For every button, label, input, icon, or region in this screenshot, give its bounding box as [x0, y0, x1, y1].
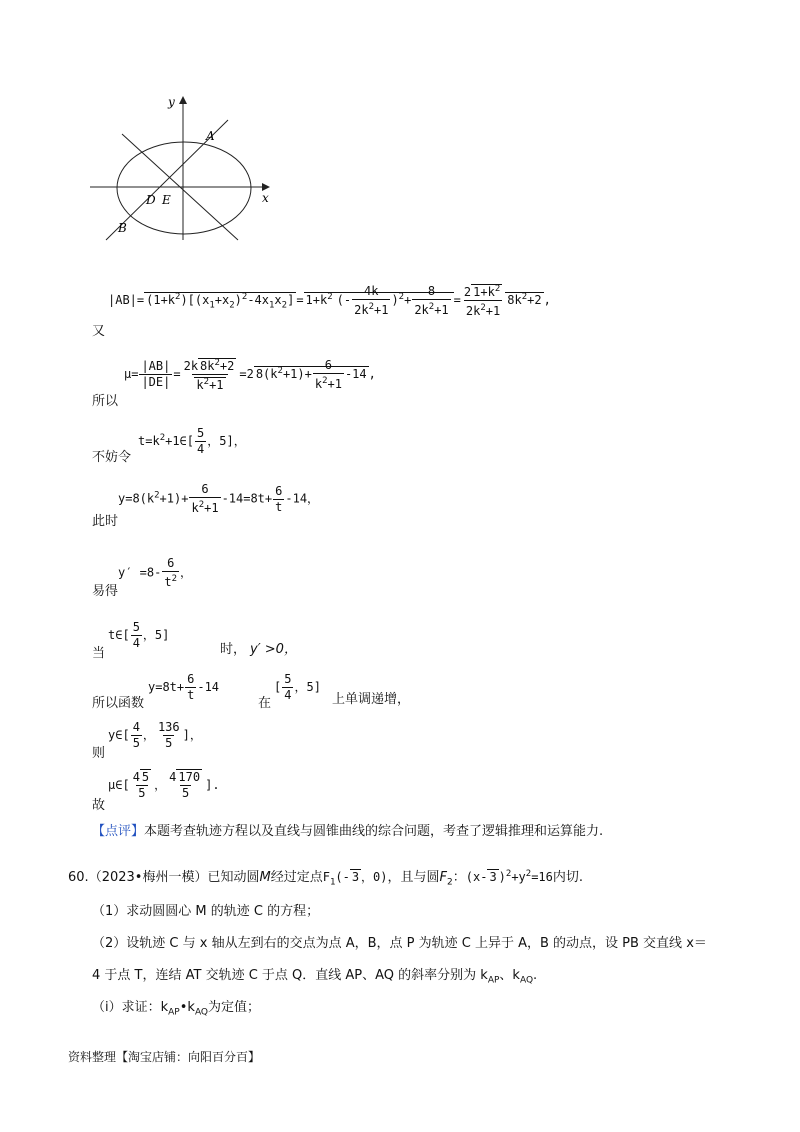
formula-function: y=8t+ $\frac{6}{t}$ -14	[148, 672, 220, 702]
step-gu-label: 故	[92, 798, 106, 813]
step-bufang-label: 不妨令	[92, 450, 132, 465]
formula-ab-length: $|AB|= (1+k^2)[(x_1+x_2)^2-4x_1x_2] = 1+k^2$ (- $\frac{4k}{2k^2+1}$ )$^2$+ $\frac{8}{2k^2+1}$ = $\frac{2 1+k^2}{2k^2+1}$ $8k^2+2$ ,	[108, 283, 551, 318]
problem-60-intro: 60.（2023•梅州一模）已知动圆M经过定点$F_1(-$ 3 ，0)，且与圆$F_2$：(x- 3 )$^2+y^2=16$内切.	[68, 869, 584, 888]
formula-y-range: y∈[ $\frac{4}{5}$ ， $\frac{136}{5}$ ]，	[108, 720, 202, 750]
step-ze-label: 则	[92, 746, 106, 761]
formula-point-f1: $F_1(-$ 3 ，0)	[322, 870, 388, 888]
problem-part-2b-sep: 、k	[499, 968, 520, 983]
footer-text: 资料整理【淘宝店铺：向阳百分百】	[68, 1050, 261, 1064]
problem-intro-b: 经过定点	[270, 870, 323, 885]
fig-label-b: B	[118, 221, 127, 235]
step-hanshu-mid: 在	[258, 696, 272, 711]
problem-part-i-text: （i）求证：k	[92, 1000, 169, 1015]
fig-label-a: A	[206, 129, 215, 143]
problem-part-i	[92, 998, 260, 1023]
formula-mu-range: μ∈[ $\frac{4 5}{5}$ ， $\frac{4 170}{5}$ ].	[108, 770, 220, 800]
formula-y-expression: $y=8(k^2+1)+$ $\frac{6}{k^2+1}$ -14=8t+ $\frac{6}{t}$ -14，	[118, 482, 320, 515]
fig-label-d: D	[146, 193, 156, 207]
problem-part-2b	[92, 966, 537, 991]
comment-text: 本题考查轨迹方程以及直线与圆锥曲线的综合问题，考查了逻辑推理和运算能力.	[144, 824, 604, 839]
problem-var-m: M	[259, 870, 271, 885]
step-dang-tail: 时，	[220, 642, 247, 657]
step-hanshu-pre: 所以函数	[92, 696, 145, 711]
formula-mu: μ= $\frac{|AB|}{|DE|}$ = $\frac{2k 8k^2+2}{k^2+1}$ =2 $8(k^2+1)+$ $\frac{6}{k^2+1}$ -14 ,	[124, 357, 376, 392]
problem-part-1: （1）求动圆圆心 M 的轨迹 C 的方程；	[92, 904, 320, 919]
problem-var-f: F	[439, 870, 447, 885]
step-you-label: 又	[92, 324, 106, 339]
problem-part-2a: （2）设轨迹 C 与 x 轴从左到右的交点为点 A，B，点 P 为轨迹 C 上异于 A，B 的动点，设 PB 交直线 x＝	[92, 936, 707, 951]
step-hanshu-tail: 上单调递增，	[332, 692, 411, 707]
sub-ap-2: AP	[168, 1007, 180, 1018]
fig-label-e: E	[162, 193, 171, 207]
problem-intro-e: 内切.	[552, 870, 584, 885]
formula-circle-f2: (x- 3 )$^2+y^2=16$	[465, 869, 553, 884]
formula-y-derivative: y′ =8- $\frac{6}{t^2}$ ，	[118, 556, 193, 589]
formula-t-range: $t=k^2+1\in$[ $\frac{5}{4}$ ，5]，	[138, 426, 246, 456]
formula-interval-2: [ $\frac{5}{4}$ ，5]	[274, 672, 321, 702]
comment-tag: 【点评】	[92, 824, 145, 839]
sub-ap: AP	[487, 975, 500, 986]
problem-number: 60.	[68, 870, 89, 885]
sub-aq-2: AQ	[194, 1007, 209, 1018]
problem-source: （2023•梅州一模）	[88, 870, 208, 885]
step-dang-label: 当	[92, 646, 106, 661]
fig-label-x: x	[262, 191, 269, 205]
sub-aq: AQ	[519, 975, 534, 986]
step-dang-cond: y′ >0，	[250, 642, 297, 657]
ellipse-figure	[88, 92, 288, 242]
step-cishi-label: 此时	[92, 514, 119, 529]
problem-part-i-end: 为定值；	[208, 1000, 261, 1015]
problem-intro-c: ，且与圆	[387, 870, 440, 885]
comment-line	[92, 822, 603, 842]
fig-label-y: y	[168, 95, 175, 109]
step-suoyi-label: 所以	[92, 394, 119, 409]
problem-intro-d: ：	[452, 870, 466, 885]
problem-part-i-dot: •k	[179, 1000, 195, 1015]
problem-part-2b-text: 4 于点 T，连结 AT 交轨迹 C 于点 Q．直线 AP、AQ 的斜率分别为 k	[92, 968, 488, 983]
problem-part-2b-end: .	[533, 968, 538, 983]
step-yide-label: 易得	[92, 584, 119, 599]
problem-intro-a: 已知动圆	[207, 870, 260, 885]
formula-t-interval: t∈[ $\frac{5}{4}$ ，5]	[108, 620, 170, 650]
